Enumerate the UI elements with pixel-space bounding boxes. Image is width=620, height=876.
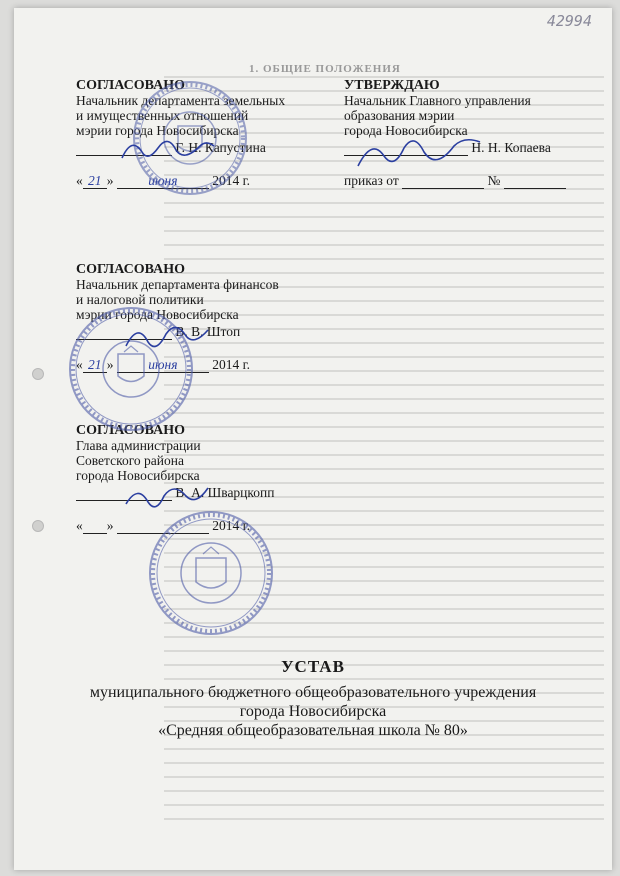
position-line: и налоговой политики	[76, 292, 204, 307]
position-line: образования мэрии	[344, 108, 455, 123]
document-title: УСТАВ	[281, 657, 345, 676]
institution-school-line: «Средняя общеобразовательная школа № 80»	[158, 722, 468, 739]
quote-open: «	[76, 357, 83, 372]
agreement-heading: СОГЛАСОВАНО	[76, 78, 185, 93]
agreement-heading: СОГЛАСОВАНО	[76, 423, 185, 438]
signature-kopaeva	[354, 136, 484, 176]
binding-holes	[32, 368, 44, 672]
date-day: 21	[83, 357, 107, 373]
order-number-line	[504, 173, 566, 189]
bleed-through-heading: 1. ОБЩИЕ ПОЛОЖЕНИЯ	[249, 63, 401, 75]
institution-name-line: муниципального бюджетного общеобразовательного учреждения	[89, 684, 537, 701]
date-year: 2014 г.	[212, 518, 251, 533]
position-line: Глава администрации	[76, 438, 201, 453]
document-page	[14, 8, 612, 870]
quote-open: «	[76, 518, 83, 533]
archive-number: 42994	[546, 12, 592, 30]
quote-close: »	[106, 357, 114, 372]
order-number-label: №	[487, 173, 501, 188]
institution-city-line: города Новосибирска	[239, 703, 387, 720]
quote-open: «	[76, 173, 83, 188]
order-label: приказ от	[344, 173, 399, 188]
date-month: июня	[117, 173, 209, 189]
signature-shtop	[122, 320, 212, 354]
position-line: Начальник департамента финансов	[76, 277, 279, 292]
signature-kapustina	[118, 134, 218, 168]
signer-name: Г. Н. Капустина	[175, 140, 266, 155]
binding-hole	[32, 368, 44, 380]
position-line: Советского района	[76, 453, 184, 468]
signer-name: В. А. Шварцкопп	[175, 485, 275, 500]
date-day: 21	[83, 173, 107, 189]
position-line: Начальник департамента земельных	[76, 93, 286, 108]
binding-hole	[32, 520, 44, 532]
quote-close: »	[106, 518, 114, 533]
quote-close: »	[106, 173, 114, 188]
position-line: города Новосибирска	[76, 468, 200, 483]
signer-name: Н. Н. Копаева	[471, 140, 551, 155]
agreement-heading: СОГЛАСОВАНО	[76, 262, 185, 277]
position-line: мэрии города Новосибирска	[76, 123, 239, 138]
charter-title-block	[14, 657, 612, 740]
signer-name: В. В. Штоп	[175, 324, 241, 339]
position-line: мэрии города Новосибирска	[76, 307, 239, 322]
position-line: города Новосибирска	[344, 123, 468, 138]
signature-shvartskopp	[122, 480, 212, 514]
date-year: 2014 г.	[212, 173, 251, 188]
date-month: июня	[117, 357, 209, 373]
date-year: 2014 г.	[212, 357, 251, 372]
date-day-blank	[83, 518, 107, 534]
position-line: Начальник Главного управления	[344, 93, 531, 108]
approval-heading: УТВЕРЖДАЮ	[344, 78, 440, 93]
position-line: и имущественных отношений	[76, 108, 249, 123]
round-seal-district-administration	[146, 508, 276, 638]
